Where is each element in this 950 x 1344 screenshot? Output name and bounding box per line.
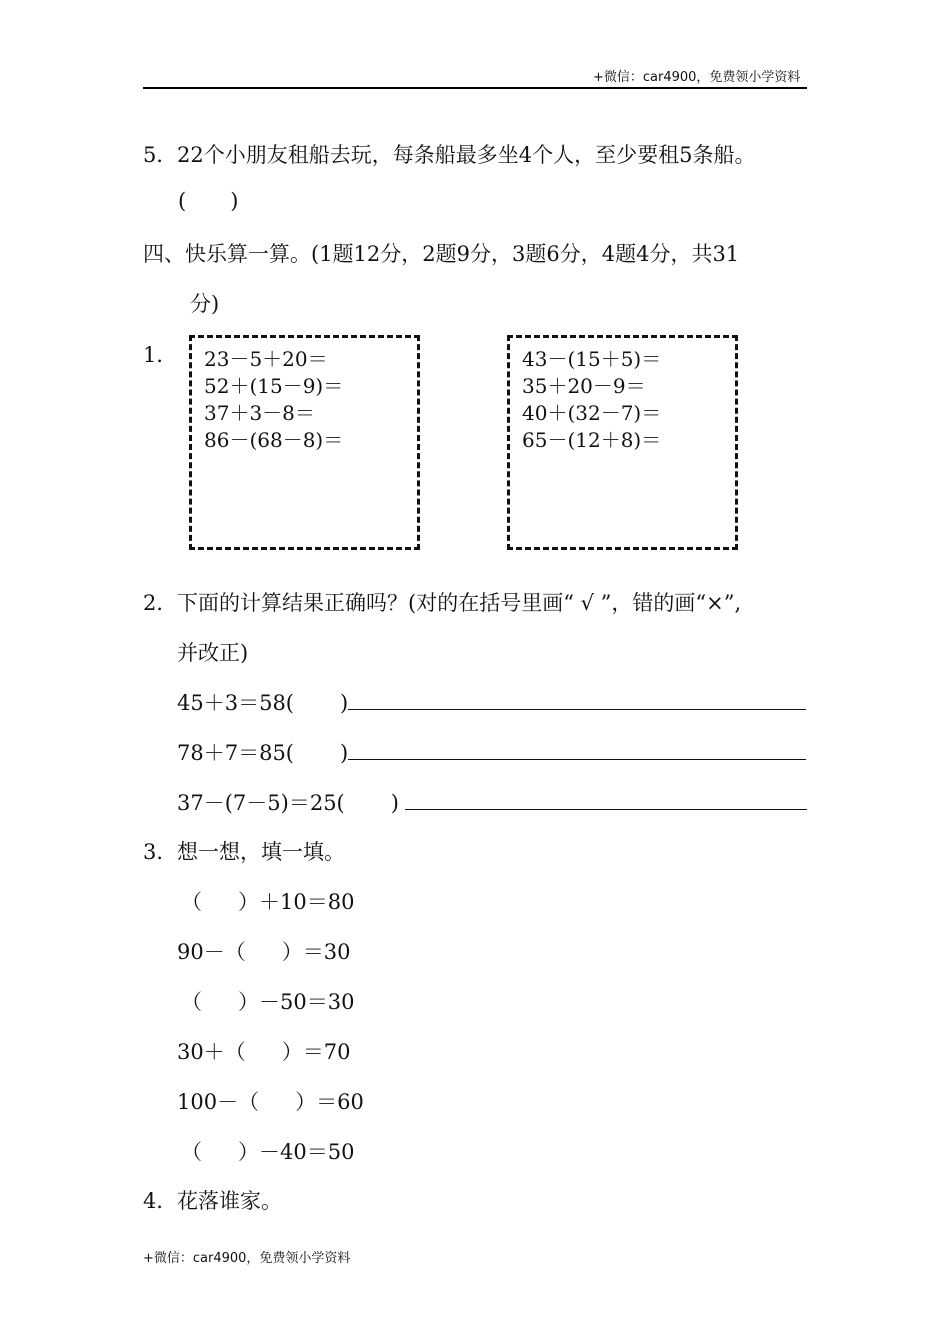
- p3-after: ）＝60: [295, 1090, 364, 1114]
- q5-paren-close: ): [230, 189, 239, 213]
- p3-after: ）＝70: [281, 1040, 351, 1064]
- calc-line: 37＋3－8＝: [204, 401, 315, 425]
- calc-line: 35＋20－9＝: [522, 374, 646, 398]
- calc-box-right: [507, 335, 738, 550]
- p2-expr: 45＋3＝58(: [177, 691, 294, 715]
- q5-answer-paren[interactable]: [178, 189, 238, 213]
- p2-prompt-line2: 并改正): [177, 641, 249, 665]
- p3-item: [181, 886, 354, 916]
- p4-number: 4．: [143, 1189, 178, 1213]
- p3-after: ）＝30: [281, 940, 351, 964]
- p2-paren-close: ): [390, 791, 399, 815]
- p3-before: （: [181, 1140, 202, 1164]
- p2-correction-line[interactable]: [405, 789, 807, 810]
- p2-expr: 37－(7－5)＝25(: [177, 791, 345, 815]
- calc-line: 86－(68－8)＝: [204, 428, 344, 452]
- p2-item: [177, 787, 807, 817]
- calc-line: 40＋(32－7)＝: [522, 401, 662, 425]
- q5-number: 5．: [143, 143, 178, 167]
- calc-box-left: [189, 335, 420, 550]
- header-rule: [143, 87, 807, 89]
- p2-paren-close: ): [340, 691, 349, 715]
- p2-number: 2．: [143, 591, 178, 615]
- header-note: +微信：car4900，免费领小学资料: [593, 70, 801, 85]
- p3-item: [177, 1086, 364, 1116]
- p3-number: 3．: [143, 840, 178, 864]
- p3-item: [181, 1136, 354, 1166]
- p2-paren-close: ): [340, 741, 349, 765]
- p3-before: 30＋（: [177, 1040, 246, 1064]
- p3-before: 90－（: [177, 940, 246, 964]
- p1-number: 1．: [143, 343, 178, 367]
- p2-item: [177, 737, 806, 767]
- p3-after: ）－50＝30: [238, 990, 355, 1014]
- p3-before: （: [181, 990, 202, 1014]
- p3-item: [177, 1036, 350, 1066]
- calc-line: 52＋(15－9)＝: [204, 374, 344, 398]
- p3-before: （: [181, 890, 202, 914]
- p3-after: ）－40＝50: [238, 1140, 355, 1164]
- q5-text: 22个小朋友租船去玩，每条船最多坐4个人，至少要租5条船。: [177, 143, 756, 167]
- calc-line: 65－(12＋8)＝: [522, 428, 662, 452]
- p2-prompt-line1: 下面的计算结果正确吗？(对的在括号里画“ √ ”，错的画“×”,: [177, 591, 742, 615]
- q5-paren-open: (: [178, 189, 187, 213]
- calc-line: 23－5＋20＝: [204, 347, 328, 371]
- p3-after: ）＋10＝80: [238, 890, 355, 914]
- p3-item: [177, 936, 350, 966]
- p2-correction-line[interactable]: [348, 739, 806, 760]
- p2-expr: 78＋7＝85(: [177, 741, 294, 765]
- footer-note: +微信：car4900，免费领小学资料: [143, 1251, 351, 1266]
- p3-title: 想一想，填一填。: [177, 840, 345, 864]
- p3-before: 100－（: [177, 1090, 260, 1114]
- p4-title: 花落谁家。: [177, 1189, 282, 1213]
- section4-heading-line1: 四、快乐算一算。(1题12分，2题9分，3题6分，4题4分，共31: [143, 242, 740, 266]
- section4-heading-line2: 分): [190, 292, 220, 316]
- calc-line: 43－(15＋5)＝: [522, 347, 662, 371]
- p2-item: [177, 687, 806, 717]
- p2-correction-line[interactable]: [348, 689, 806, 710]
- p3-item: [181, 986, 354, 1016]
